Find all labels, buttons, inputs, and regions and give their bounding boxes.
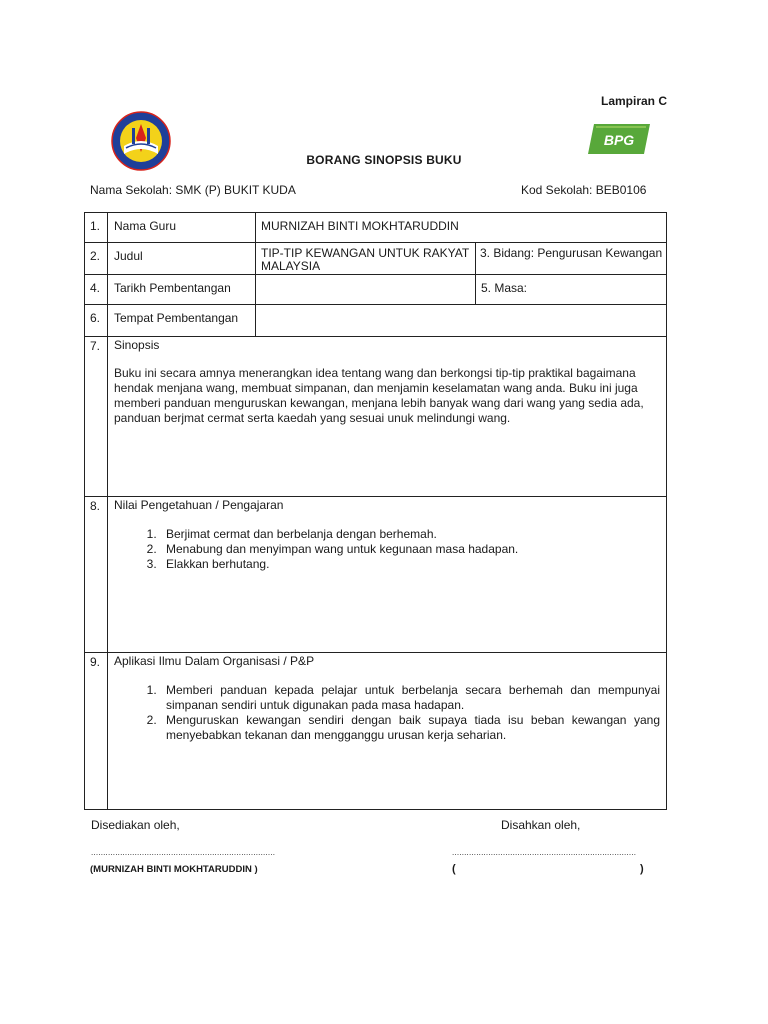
presentation-date-label: Tarikh Pembentangan bbox=[108, 275, 256, 305]
synopsis-label: Sinopsis bbox=[114, 338, 160, 352]
list-item: 1. Memberi panduan kepada pelajar untuk berbelanja secara berhemah dan mempunyai simpanan sendiri untuk digunakan pada masa hadapan. bbox=[160, 683, 660, 713]
time-field: 5. Masa: bbox=[476, 275, 667, 305]
row-presentation-venue bbox=[85, 305, 667, 337]
synopsis-cell bbox=[108, 337, 667, 497]
field-area: 3. Bidang: Pengurusan Kewangan bbox=[476, 243, 667, 275]
application-list bbox=[114, 683, 660, 743]
values-cell bbox=[108, 497, 667, 653]
synopsis-form-table bbox=[84, 212, 667, 810]
presentation-date-value bbox=[256, 275, 476, 305]
preparer-signature-line: ............................................................................ bbox=[91, 848, 276, 857]
preparer-name: (MURNIZAH BINTI MOKHTARUDDIN ) bbox=[90, 864, 258, 875]
row-application bbox=[85, 653, 667, 810]
row-number: 6. bbox=[85, 305, 108, 337]
row-number: 2. bbox=[85, 243, 108, 275]
list-item: 2. Menabung dan menyimpan wang untuk kegunaan masa hadapan. bbox=[160, 542, 660, 557]
row-presentation-date bbox=[85, 275, 667, 305]
teacher-name-value: MURNIZAH BINTI MOKHTARUDDIN bbox=[256, 213, 667, 243]
form-title: BORANG SINOPSIS BUKU bbox=[306, 153, 462, 167]
list-item: 1. Berjimat cermat dan berbelanja dengan berhemah. bbox=[160, 527, 660, 542]
approver-signature-line: ............................................................................ bbox=[452, 848, 637, 857]
row-synopsis bbox=[85, 337, 667, 497]
row-number: 7. bbox=[85, 337, 108, 497]
row-number: 8. bbox=[85, 497, 108, 653]
bpg-logo-text: BPG bbox=[603, 132, 635, 148]
row-title bbox=[85, 243, 667, 275]
school-name: Nama Sekolah: SMK (P) BUKIT KUDA bbox=[90, 183, 296, 197]
list-item: 3. Elakkan berhutang. bbox=[160, 557, 660, 572]
presentation-venue-value bbox=[256, 305, 667, 337]
approver-name-close-bracket: ) bbox=[640, 863, 644, 875]
row-number: 1. bbox=[85, 213, 108, 243]
row-values bbox=[85, 497, 667, 653]
application-cell bbox=[108, 653, 667, 810]
book-title-label: Judul bbox=[108, 243, 256, 275]
book-title-value: TIP-TIP KEWANGAN UNTUK RAKYAT MALAYSIA bbox=[256, 243, 476, 275]
approver-name-open-bracket: ( bbox=[452, 863, 456, 875]
values-list bbox=[114, 527, 660, 572]
row-teacher-name bbox=[85, 213, 667, 243]
application-label: Aplikasi Ilmu Dalam Organisasi / P&P bbox=[114, 654, 315, 668]
prepared-by-label: Disediakan oleh, bbox=[91, 818, 180, 832]
synopsis-text: Buku ini secara amnya menerangkan idea tentang wang dan berkongsi tip-tip praktikal bagaimana hendak menjana wang, membuat simpanan, dan menjamin keselamatan wang anda. Buku ini juga memberi panduan menguruskan kewangan, menjana lebih banyak wang dari wang yang sedia ada, panduan berjmat cermat serta kaedah yang sesuai unuk melindungi wang. bbox=[114, 366, 644, 425]
list-item: 2. Menguruskan kewangan sendiri dengan baik supaya tiada isu beban kewangan yang menyebabkan tekanan dan mengganggu urusan kerja seharian. bbox=[160, 713, 660, 743]
school-code: Kod Sekolah: BEB0106 bbox=[521, 183, 647, 197]
approved-by-label: Disahkan oleh, bbox=[501, 818, 581, 832]
row-number: 9. bbox=[85, 653, 108, 810]
values-label: Nilai Pengetahuan / Pengajaran bbox=[114, 498, 284, 512]
row-number: 4. bbox=[85, 275, 108, 305]
appendix-label: Lampiran C bbox=[601, 94, 668, 108]
teacher-name-label: Nama Guru bbox=[108, 213, 256, 243]
presentation-venue-label: Tempat Pembentangan bbox=[108, 305, 256, 337]
